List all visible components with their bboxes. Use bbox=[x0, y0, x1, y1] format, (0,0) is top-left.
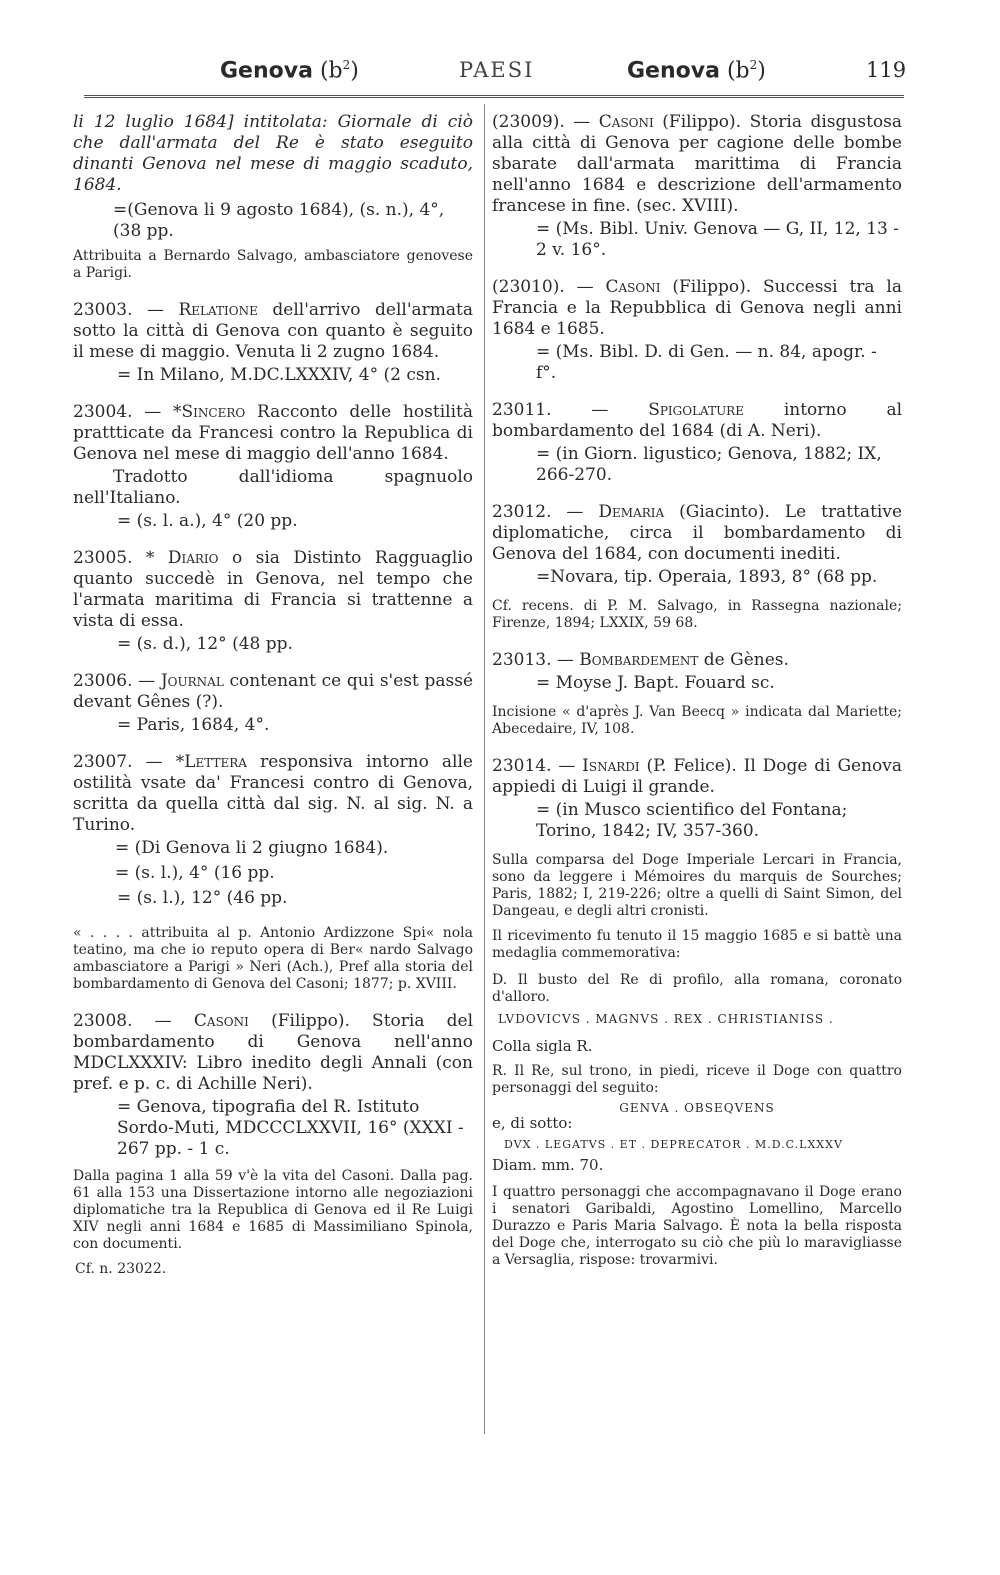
entry-23005-publication: = (s. d.), 12° (48 pp. bbox=[117, 634, 293, 654]
header-right-place: Genova bbox=[627, 58, 720, 84]
header-right-sup: 2 bbox=[749, 58, 758, 72]
entry-text: o sia Distinto Ragguaglio quanto succedè in Genova, nel tempo che l'armata maritima di Francia si trattenne a vista di essa. bbox=[73, 548, 474, 631]
entry-23012-publication: =Novara, tip. Operaia, 1893, 8° (68 pp. bbox=[536, 567, 878, 587]
entry-text: (Giacinto). Le trattative diplomatiche, circa il bombardamento di Genova del 1684, con documenti inediti. bbox=[492, 502, 903, 564]
entry-number: 23007. — * bbox=[73, 752, 185, 772]
entry-23010 bbox=[492, 277, 902, 340]
entry-number: 23011. — bbox=[492, 400, 609, 420]
entry-23012 bbox=[492, 502, 902, 565]
entry-heading: Casoni bbox=[605, 277, 661, 297]
entry-heading: Diario bbox=[167, 548, 219, 568]
header-left bbox=[220, 58, 359, 83]
medal-legend-obverse: LVDOVICVS . MAGNVS . REX . CHRISTIANISS . bbox=[498, 1012, 834, 1026]
header-rule bbox=[84, 95, 904, 98]
entry-text: Racconto delle hostilità prattticate da Francesi contro la Republica di Genova nel mese di maggio dell'anno 1684. bbox=[73, 402, 473, 464]
entry-heading: Sincero bbox=[181, 402, 246, 422]
entry-number: 23012. — bbox=[492, 502, 584, 522]
continued-entry-title: li 12 luglio 1684] intitolata: Giornale di ciò che dall'armata del Re è stato eseguito dinanti Genova nel mese di maggio scaduto, 1684. bbox=[73, 112, 473, 195]
continued-entry-publication: =(Genova li 9 agosto 1684), (s. n.), 4°, (38 pp. bbox=[113, 200, 445, 241]
entry-23013 bbox=[492, 650, 902, 671]
entry-23009-publication: = (Ms. Bibl. Univ. Genova — G, II, 12, 13 - 2 v. 16°. bbox=[536, 219, 899, 260]
entry-heading: Casoni bbox=[193, 1011, 249, 1031]
page-number: 119 bbox=[866, 58, 907, 82]
entry-text: de Gènes. bbox=[703, 650, 789, 670]
entry-23012-note: Cf. recens. di P. M. Salvago, in Rassegna nazionale; Firenze, 1894; LXXIX, 59 68. bbox=[492, 598, 902, 631]
entry-23013-note: Incisione « d'après J. Van Beecq » indicata dal Mariette; Abecedaire, IV, 108. bbox=[492, 704, 902, 737]
medal-legend-exergue: DVX . LEGATVS . ET . DEPRECATOR . M.D.C.LXXXV bbox=[504, 1138, 843, 1151]
entry-23005 bbox=[73, 548, 473, 632]
header-section-title: PAESI bbox=[459, 58, 535, 82]
entry-text: intorno al bombardamento del 1684 (di A. Neri). bbox=[492, 400, 903, 441]
entry-number: 23008. — bbox=[73, 1011, 172, 1031]
entry-23008-publication: = Genova, tipografia del R. Istituto Sordo-Muti, MDCCCLXXVII, 16° (XXXI - 267 pp. - 1 c. bbox=[117, 1097, 464, 1159]
entry-23014-note-1: Sulla comparsa del Doge Imperiale Lercari in Francia, sono da leggere i Mémoires du marquis de Sourches; Paris, 1882; I, 219-226; oltre a quelli di Saint Simon, del Dangeau, e degli altri cronisti. bbox=[492, 852, 902, 919]
entry-heading: Spigolature bbox=[648, 400, 744, 420]
entry-23004 bbox=[73, 402, 473, 465]
entry-heading: Casoni bbox=[598, 112, 654, 132]
entry-23009 bbox=[492, 112, 902, 217]
entry-23011-publication: = (in Giorn. ligustico; Genova, 1882; IX, 266-270. bbox=[536, 444, 882, 485]
entry-23014 bbox=[492, 756, 902, 798]
entry-23011 bbox=[492, 400, 902, 442]
entry-text: (Filippo). Storia del bombardamento di Genova nell'anno MDCLXXXIV: Libro inedito degli Annali (con pref. e p. c. di Achille Neri). bbox=[73, 1011, 474, 1094]
entry-23003 bbox=[73, 300, 473, 363]
entry-23006-publication: = Paris, 1684, 4°. bbox=[117, 715, 270, 735]
medal-obverse: D. Il busto del Re di profilo, alla romana, coronato d'alloro. bbox=[492, 972, 902, 1005]
entry-text: (Filippo). Successi tra la Francia e la Repubblica di Genova negli anni 1684 e 1685. bbox=[492, 277, 902, 339]
entry-heading: Relatione bbox=[178, 300, 258, 320]
entry-23006 bbox=[73, 671, 473, 713]
entry-23008 bbox=[73, 1011, 473, 1095]
entry-number: 23006. — bbox=[73, 671, 156, 691]
entry-23010-publication: = (Ms. Bibl. D. di Gen. — n. 84, apogr. - f°. bbox=[536, 342, 877, 383]
entry-text: contenant ce qui s'est passé devant Gênes (?). bbox=[73, 671, 474, 712]
entry-number: 23014. — bbox=[492, 756, 576, 776]
entry-heading: Isnardi bbox=[582, 756, 640, 776]
medal-diameter: Diam. mm. 70. bbox=[492, 1156, 604, 1174]
medal-reverse: R. Il Re, sul trono, in piedi, riceve il Doge con quattro personaggi del seguito: bbox=[492, 1063, 902, 1096]
header-left-sup: 2 bbox=[342, 58, 351, 72]
left-column bbox=[73, 112, 473, 1296]
header-right bbox=[627, 58, 766, 83]
entry-number: 23005. * bbox=[73, 548, 155, 568]
entry-23007-publication-2: = (s. l.), 4° (16 pp. bbox=[115, 863, 275, 883]
entry-text: (Filippo). Storia disgustosa alla città di Genova per cagione delle bombe sbarate dall'armata marittima di Francia nell'anno 1684 e descrizione dell'armamento francese in fine. (sec. XVIII). bbox=[492, 112, 903, 216]
entry-23007-publication-1: = (Di Genova li 2 giugno 1684). bbox=[115, 838, 389, 858]
header-left-code: (b bbox=[319, 58, 343, 84]
entry-23013-publication: = Moyse J. Bapt. Fouard sc. bbox=[536, 673, 775, 693]
medal-sigla: Colla sigla R. bbox=[492, 1037, 593, 1055]
entry-23004-extra: Tradotto dall'idioma spagnuolo nell'Italiano. bbox=[73, 467, 473, 508]
column-divider bbox=[484, 104, 485, 1434]
medal-exergue-label: e, di sotto: bbox=[492, 1114, 573, 1132]
entry-heading: Demaria bbox=[598, 502, 665, 522]
entry-heading: Bombardement bbox=[579, 650, 699, 670]
entry-text: (P. Felice). Il Doge di Genova appiedi di Luigi il grande. bbox=[492, 756, 903, 797]
entry-text: responsiva intorno alle ostilità vsate da' Francesi contro di Genova, scritta da quella città dal sig. N. al sig. N. a Turino. bbox=[73, 752, 473, 835]
entry-23007 bbox=[73, 752, 473, 836]
entry-23008-note: Dalla pagina 1 alla 59 v'è la vita del Casoni. Dalla pag. 61 alla 153 una Dissertazione intorno alle negoziazioni diplomatiche tra la Republica di Genova ed il Re Luigi XIV negli anni 1684 e 1685 di Massimiliano Spinola, con documenti. bbox=[73, 1168, 473, 1252]
header-left-place: Genova bbox=[220, 58, 313, 84]
entry-text: dell'arrivo dell'armata sotto la città di Genova con quanto è seguito il mese di maggio. Venuta li 2 zugno 1684. bbox=[73, 300, 473, 362]
header-right-code: (b bbox=[726, 58, 750, 84]
continued-entry-note: Attribuita a Bernardo Salvago, ambasciatore genovese a Parigi. bbox=[73, 248, 473, 281]
right-column bbox=[492, 112, 902, 1287]
entry-number: 23013. — bbox=[492, 650, 574, 670]
entry-23004-publication: = (s. l. a.), 4° (20 pp. bbox=[117, 511, 298, 531]
entry-23014-note-2: Il ricevimento fu tenuto il 15 maggio 1685 e si battè una medaglia commemorativa: bbox=[492, 928, 902, 961]
entry-number: (23010). — bbox=[492, 277, 594, 297]
header-left-close: ) bbox=[350, 58, 359, 84]
entry-heading: Journal bbox=[160, 671, 224, 691]
entry-23007-publication-3: = (s. l.), 12° (46 pp. bbox=[117, 888, 288, 908]
running-header bbox=[0, 58, 1000, 98]
entry-23008-crossref: Cf. n. 23022. bbox=[75, 1261, 167, 1277]
entry-23014-final-note: I quattro personaggi che accompagnavano il Doge erano i senatori Garibaldi, Agostino Lomellino, Marcello Durazzo e Paris Maria Salvago. È nota la bella risposta del Doge che, interrogato su ciò che più lo maravigliasse a Versaglia, rispose: trovarmivi. bbox=[492, 1184, 902, 1268]
entry-heading: Lettera bbox=[184, 752, 247, 772]
entry-number: (23009). — bbox=[492, 112, 591, 132]
entry-23003-publication: = In Milano, M.DC.LXXXIV, 4° (2 csn. bbox=[117, 365, 441, 385]
entry-number: 23004. — * bbox=[73, 402, 182, 422]
header-right-close: ) bbox=[757, 58, 766, 84]
medal-legend-reverse: GENVA . OBSEQVENS bbox=[619, 1101, 775, 1115]
entry-23014-publication: = (in Musco scientifico del Fontana; Torino, 1842; IV, 357-360. bbox=[536, 800, 848, 841]
entry-23007-note: « . . . . attribuita al p. Antonio Ardizzone Spi« nola teatino, ma che io reputo opera di Ber« nardo Salvago ambasciatore a Parigi » Neri (Ach.), Pref alla storia del bombardamento di Genova del Casoni; 1877; p. XVIII. bbox=[73, 925, 473, 992]
entry-number: 23003. — bbox=[73, 300, 164, 320]
